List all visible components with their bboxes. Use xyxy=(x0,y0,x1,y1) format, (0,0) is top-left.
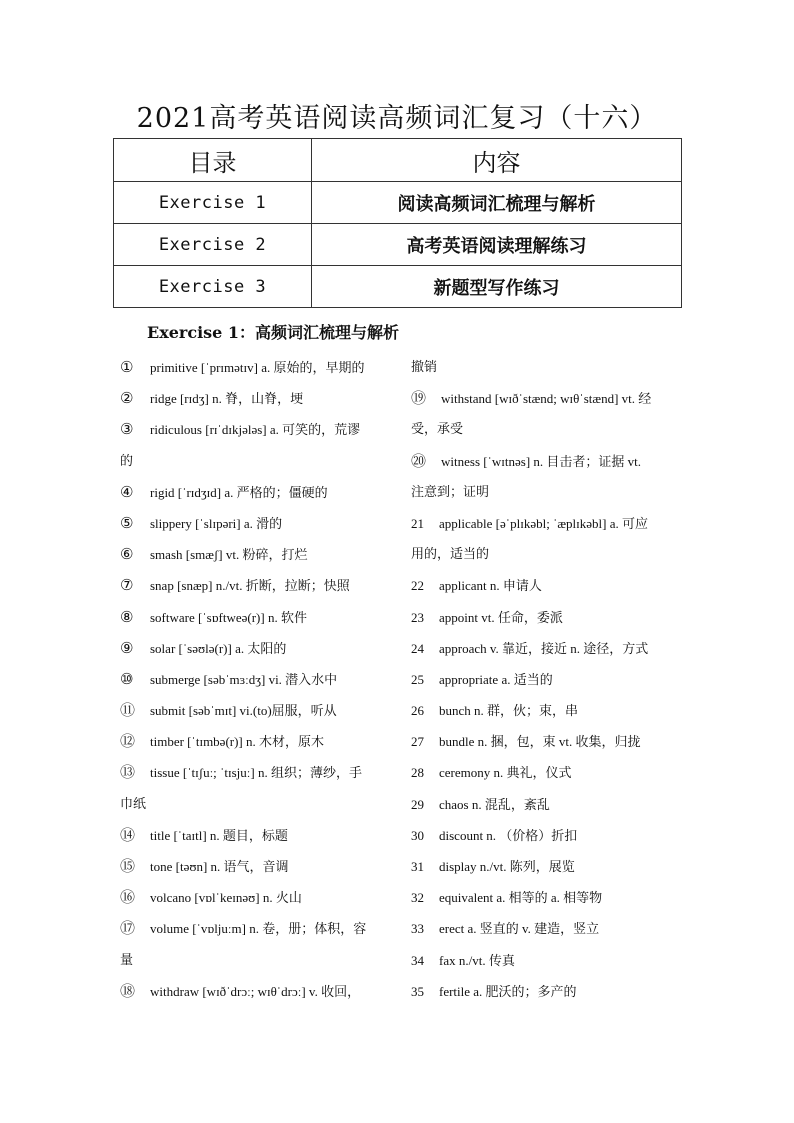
entry-number: ⑨ xyxy=(120,638,134,657)
vocab-entry: applicant n. 申请人 xyxy=(439,578,542,594)
entry-number: ③ xyxy=(120,420,134,439)
entry-number: 27 xyxy=(411,734,424,750)
entry-number: ⑩ xyxy=(120,669,134,688)
vocab-line xyxy=(120,757,395,788)
header-content: 内容 xyxy=(312,139,682,182)
vocab-line xyxy=(411,726,683,757)
table-row xyxy=(114,182,682,224)
vocab-entry: withdraw [wɪðˈdrɔː; wɪθˈdrɔː] v. 收回， xyxy=(150,983,361,999)
vocab-entry: erect a. 竖直的 v. 建造，竖立 xyxy=(439,921,600,937)
entry-number: ⑲ xyxy=(411,389,427,408)
entry-number: 23 xyxy=(411,609,424,625)
entry-number: 24 xyxy=(411,640,424,656)
vocab-entry: bunch n. 群，伙；束，串 xyxy=(439,703,579,719)
vocab-entry: title [ˈtaɪtl] n. 题目，标题 xyxy=(150,827,288,843)
vocab-line xyxy=(411,352,683,383)
entry-number: ⑧ xyxy=(120,607,134,626)
vocab-entry: bundle n. 捆，包，束 vt. 收集，归拢 xyxy=(439,734,641,750)
vocab-line xyxy=(411,851,683,882)
vocab-line xyxy=(411,446,683,477)
vocab-line xyxy=(120,789,395,820)
entry-number: ② xyxy=(120,389,134,408)
vocab-entry: discount n. （价格）折扣 xyxy=(439,827,578,843)
entry-number: 30 xyxy=(411,827,424,843)
vocab-line xyxy=(411,539,683,570)
vocab-line xyxy=(120,882,395,913)
vocab-line xyxy=(120,664,395,695)
vocab-line xyxy=(120,352,395,383)
entry-number: ⑭ xyxy=(120,825,136,844)
entry-number: ⑫ xyxy=(120,732,136,751)
vocab-entry: appropriate a. 适当的 xyxy=(439,671,553,687)
entry-number: 21 xyxy=(411,515,424,531)
vocab-line xyxy=(120,414,395,445)
entry-number: ⑳ xyxy=(411,451,427,470)
vocab-entry: primitive [ˈprɪmətɪv] a. 原始的，早期的 xyxy=(150,360,365,375)
vocab-line xyxy=(120,945,395,976)
entry-number: ⑤ xyxy=(120,513,134,532)
entry-number: 22 xyxy=(411,578,424,594)
vocab-line xyxy=(411,570,683,601)
vocab-entry: rigid [ˈrɪdʒɪd] a. 严格的；僵硬的 xyxy=(150,484,328,500)
entry-number: ⑱ xyxy=(120,981,136,1000)
entry-number: ⑬ xyxy=(120,763,136,782)
vocab-continuation: 巾纸 xyxy=(120,796,147,812)
vocab-line xyxy=(411,695,683,726)
vocab-continuation: 注意到；证明 xyxy=(411,484,490,500)
table-header-row xyxy=(114,139,682,182)
vocab-entry: smash [smæʃ] vt. 粉碎，打烂 xyxy=(150,547,308,563)
vocab-entry: timber [ˈtɪmbə(r)] n. 木材，原木 xyxy=(150,734,325,750)
vocab-entry: approach v. 靠近，接近 n. 途径，方式 xyxy=(439,640,649,656)
entry-number: ⑥ xyxy=(120,545,134,564)
entry-number: 26 xyxy=(411,703,424,719)
vocab-entry: software [ˈsɒftweə(r)] n. 软件 xyxy=(150,609,307,625)
section-heading: Exercise 1：高频词汇梳理与解析 xyxy=(147,323,400,342)
vocab-line xyxy=(411,789,683,820)
vocab-line xyxy=(411,602,683,633)
entry-number: ⑯ xyxy=(120,888,136,907)
vocab-line xyxy=(120,477,395,508)
exercise-desc: 新题型写作练习 xyxy=(312,266,682,308)
entry-number: 25 xyxy=(411,671,424,687)
vocab-line xyxy=(411,633,683,664)
vocab-line xyxy=(120,539,395,570)
vocab-entry: chaos n. 混乱，紊乱 xyxy=(439,796,550,812)
vocab-entry: tissue [ˈtɪʃuː; ˈtɪsjuː] n. 组织；薄纱，手 xyxy=(150,765,362,781)
contents-table xyxy=(113,138,682,308)
exercise-name: Exercise 1 xyxy=(114,182,312,224)
vocab-continuation: 受，承受 xyxy=(411,422,464,438)
vocab-entry: submit [səbˈmɪt] vi.(to)屈服，听从 xyxy=(150,703,337,719)
vocab-line xyxy=(120,913,395,944)
entry-number: 28 xyxy=(411,765,424,781)
vocab-entry: withstand [wɪðˈstænd; wɪθˈstænd] vt. 经 xyxy=(441,391,652,407)
exercise-name: Exercise 2 xyxy=(114,224,312,266)
vocab-entry: tone [təʊn] n. 语气，音调 xyxy=(150,859,289,874)
table-row xyxy=(114,266,682,308)
vocab-line xyxy=(411,664,683,695)
vocab-line xyxy=(120,633,395,664)
vocab-line xyxy=(411,414,683,445)
vocab-entry: fax n./vt. 传真 xyxy=(439,952,515,968)
vocab-line xyxy=(120,726,395,757)
vocab-entry: snap [snæp] n./vt. 折断，拉断；快照 xyxy=(150,578,350,594)
vocab-entry: volume [ˈvɒljuːm] n. 卷，册；体积，容 xyxy=(150,921,367,937)
entry-number: 31 xyxy=(411,859,424,874)
vocab-entry: volcano [vɒlˈkeɪnəʊ] n. 火山 xyxy=(150,890,302,906)
vocab-line xyxy=(120,383,395,414)
vocab-line xyxy=(120,446,395,477)
page-title: 2021高考英语阅读高频词汇复习（十六） xyxy=(136,103,658,134)
vocab-line xyxy=(411,477,683,508)
vocab-entry: appoint vt. 任命，委派 xyxy=(439,609,563,625)
vocab-line xyxy=(120,851,395,882)
vocab-column-right xyxy=(411,352,683,1007)
header-contents: 目录 xyxy=(114,139,312,182)
vocab-entry: display n./vt. 陈列，展览 xyxy=(439,859,575,874)
entry-number: 32 xyxy=(411,890,424,906)
table-row xyxy=(114,224,682,266)
vocab-entry: ridge [rɪdʒ] n. 脊，山脊，埂 xyxy=(150,391,304,407)
vocab-line xyxy=(411,508,683,539)
vocab-entry: equivalent a. 相等的 a. 相等物 xyxy=(439,890,603,906)
vocab-line xyxy=(120,695,395,726)
vocab-entry: applicable [əˈplɪkəbl; ˈæplɪkəbl] a. 可应 xyxy=(439,515,649,531)
vocab-continuation: 撤销 xyxy=(411,360,438,375)
vocab-line xyxy=(411,945,683,976)
vocab-line xyxy=(120,602,395,633)
entry-number: ④ xyxy=(120,482,134,501)
vocab-line xyxy=(120,570,395,601)
vocab-entry: slippery [ˈslɪpəri] a. 滑的 xyxy=(150,515,283,531)
entry-number: ① xyxy=(120,358,134,376)
entry-number: 29 xyxy=(411,796,424,812)
vocab-line xyxy=(120,508,395,539)
vocab-entry: ridiculous [rɪˈdɪkjələs] a. 可笑的，荒谬 xyxy=(150,422,361,438)
vocab-entry: witness [ˈwɪtnəs] n. 目击者；证据 vt. xyxy=(441,453,642,469)
vocab-entry: fertile a. 肥沃的；多产的 xyxy=(439,983,577,999)
vocab-line xyxy=(411,913,683,944)
vocab-line xyxy=(120,820,395,851)
entry-number: 34 xyxy=(411,952,424,968)
vocab-line xyxy=(411,882,683,913)
exercise-desc: 阅读高频词汇梳理与解析 xyxy=(312,182,682,224)
vocab-line xyxy=(411,820,683,851)
vocab-continuation: 的 xyxy=(120,453,134,469)
vocab-continuation: 量 xyxy=(120,952,134,968)
entry-number: ⑦ xyxy=(120,576,134,595)
entry-number: ⑮ xyxy=(120,857,136,875)
vocab-line xyxy=(411,383,683,414)
vocab-column-left xyxy=(120,352,395,1007)
vocab-line xyxy=(411,976,683,1007)
vocab-entry: submerge [səbˈmɜːdʒ] vi. 潜入水中 xyxy=(150,671,338,687)
entry-number: 33 xyxy=(411,921,424,937)
vocab-line xyxy=(120,976,395,1007)
entry-number: ⑰ xyxy=(120,919,136,938)
vocab-line xyxy=(411,757,683,788)
vocab-entry: solar [ˈsəʊlə(r)] a. 太阳的 xyxy=(150,640,287,656)
entry-number: ⑪ xyxy=(120,701,136,720)
entry-number: 35 xyxy=(411,983,424,999)
exercise-desc: 高考英语阅读理解练习 xyxy=(312,224,682,266)
vocab-continuation: 用的，适当的 xyxy=(411,547,490,563)
vocab-entry: ceremony n. 典礼，仪式 xyxy=(439,765,572,781)
exercise-name: Exercise 3 xyxy=(114,266,312,308)
